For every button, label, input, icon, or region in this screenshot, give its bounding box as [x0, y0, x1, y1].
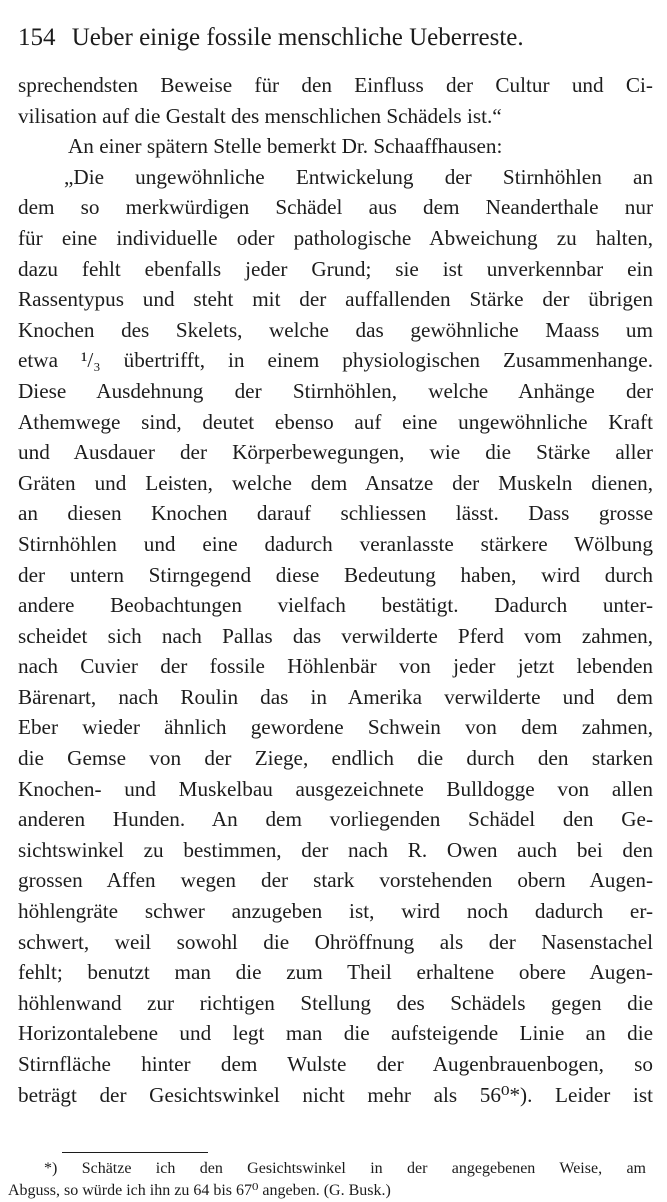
- text-line: der untern Stirngegend diese Bedeutung haben, wird durch: [18, 562, 653, 587]
- text-line: sichtswinkel zu bestimmen, der nach R. Owen auch bei den: [18, 837, 653, 862]
- text-line: nach Cuvier der fossile Höhlenbär von jeder jetzt lebenden: [18, 654, 653, 679]
- text-line: Horizontalebene und legt man die aufsteigende Linie an die: [18, 1021, 653, 1046]
- text-line: dem so merkwürdigen Schädel aus dem Neanderthale nur: [18, 195, 653, 220]
- text-line: fehlt; benutzt man die zum Theil erhaltene obere Augen-: [18, 960, 653, 985]
- text-line: für eine individuelle oder pathologische Abweichung zu halten,: [18, 225, 653, 250]
- text-line: die Gemse von der Ziege, endlich die durch den starken: [18, 746, 653, 771]
- text-line: Knochen- und Muskelbau ausgezeichnete Bulldogge von allen: [18, 776, 653, 801]
- text-line: höhlengräte schwer anzugeben ist, wird noch dadurch er-: [18, 899, 653, 924]
- footnote: [8, 1158, 646, 1202]
- text-line: dazu fehlt ebenfalls jeder Grund; sie ist unverkennbar ein: [18, 256, 653, 281]
- text-line: „Die ungewöhnliche Entwickelung der Stirnhöhlen an: [64, 164, 653, 189]
- text-line: sprechendsten Beweise für den Einfluss der Cultur und Ci-: [18, 73, 653, 97]
- text-line: Eber wieder ähnlich gewordene Schwein von dem zahmen,: [18, 715, 653, 740]
- text-line: an diesen Knochen darauf schliessen lässt. Dass grosse: [18, 501, 653, 526]
- text-line: beträgt der Gesichtswinkel nicht mehr als 56⁰*). Leider ist: [18, 1082, 653, 1107]
- running-title: Ueber einige fossile menschliche Ueberreste.: [71, 24, 524, 51]
- text-line: Stirnfläche hinter dem Wulste der Augenbrauenbogen, so: [18, 1052, 653, 1076]
- text-line: Diese Ausdehnung der Stirnhöhlen, welche Anhänge der: [18, 378, 653, 403]
- text-line: Bärenart, nach Roulin das in Amerika verwilderte und dem: [18, 684, 653, 709]
- text-line: Stirnhöhlen und eine dadurch veranlasste stärkere Wölbung: [18, 531, 653, 556]
- text-line: Rassentypus und steht mit der auffallenden Stärke der übrigen: [18, 287, 653, 312]
- text-line: grossen Affen wegen der stark vorstehenden obern Augen-: [18, 868, 653, 893]
- footnote-line: *) Schätze ich den Gesichtswinkel in der angegebenen Weise, am: [44, 1160, 646, 1177]
- text-line: etwa ¹/₃ übertrifft, in einem physiologischen Zusammenhange.: [18, 348, 653, 373]
- text-line: vilisation auf die Gestalt des menschlichen Schädels ist.“: [18, 103, 502, 128]
- text-line: scheidet sich nach Pallas das verwilderte Pferd vom zahmen,: [18, 623, 653, 648]
- text-line: Gräten und Leisten, welche dem Ansatze der Muskeln dienen,: [18, 470, 653, 495]
- text-line: andere Beobachtungen vielfach bestätigt. Dadurch unter-: [18, 593, 653, 618]
- text-line: höhlenwand zur richtigen Stellung des Schädels gegen die: [18, 990, 653, 1015]
- body-text: [18, 70, 653, 1110]
- text-line: Athemwege sind, deutet ebenso auf eine ungewöhnliche Kraft: [18, 409, 653, 434]
- footnote-line: Abguss, so würde ich ihn zu 64 bis 67⁰ angeben. (G. Busk.): [8, 1182, 391, 1199]
- text-line: anderen Hunden. An dem vorliegenden Schädel den Ge-: [18, 807, 653, 832]
- text-line: Knochen des Skelets, welche das gewöhnliche Maass um: [18, 317, 653, 342]
- footnote-rule: [62, 1152, 208, 1153]
- text-line: schwert, weil sowohl die Ohröffnung als der Nasenstachel: [18, 929, 653, 954]
- text-line: An einer spätern Stelle bemerkt Dr. Schaaffhausen:: [68, 134, 503, 159]
- text-line: und Ausdauer der Körperbewegungen, wie die Stärke aller: [18, 440, 653, 465]
- page-header: [18, 24, 524, 52]
- page-number: 154: [18, 24, 56, 51]
